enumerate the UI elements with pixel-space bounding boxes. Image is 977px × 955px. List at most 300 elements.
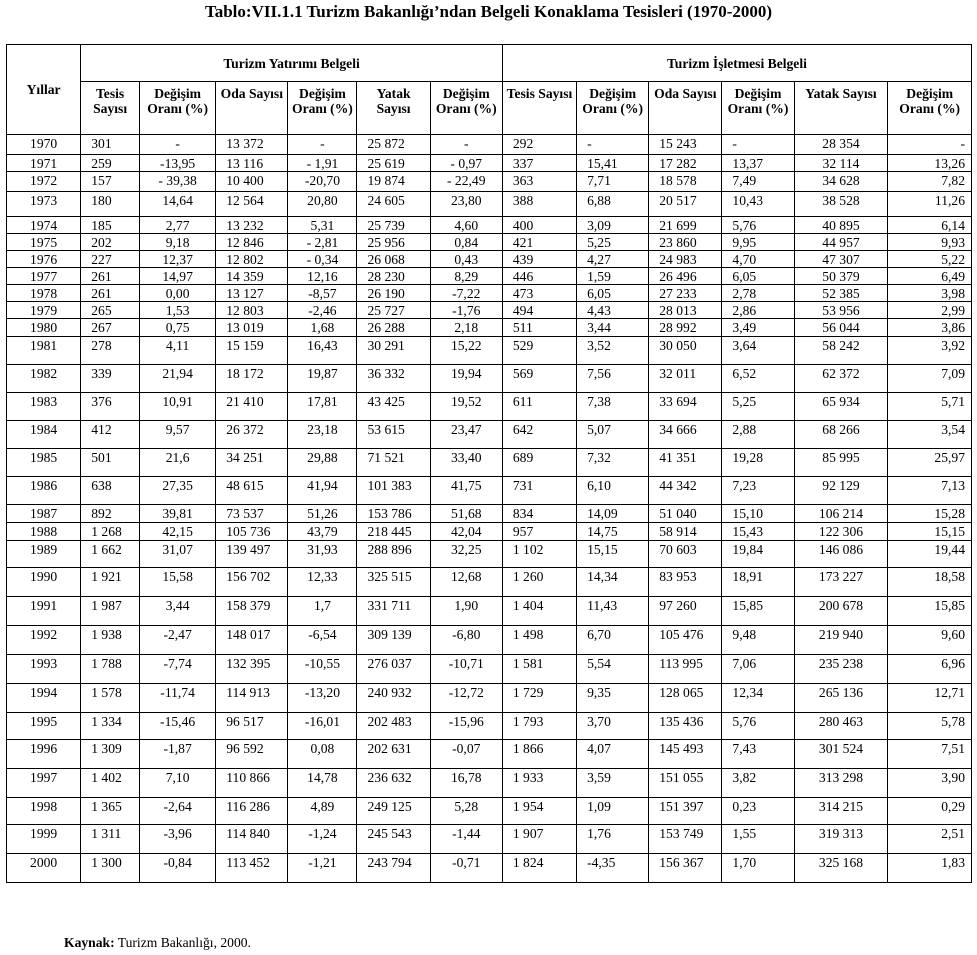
- table-cell: 18 578: [649, 172, 722, 192]
- table-cell: 58 242: [794, 337, 888, 365]
- table-cell: 12 802: [216, 251, 288, 268]
- table-cell: 26 068: [357, 251, 430, 268]
- table-cell: 12,68: [430, 568, 502, 597]
- table-cell: 12 846: [216, 234, 288, 251]
- table-cell: 5,22: [888, 251, 972, 268]
- table-cell: 27,35: [139, 477, 215, 505]
- table-row: [7, 740, 972, 769]
- table-row: [7, 825, 972, 854]
- table-cell: 34 628: [794, 172, 888, 192]
- table-cell: 24 983: [649, 251, 722, 268]
- year-cell: 1993: [7, 655, 81, 684]
- table-cell: 13,26: [888, 155, 972, 172]
- table-cell: 13,37: [722, 155, 794, 172]
- year-cell: 1995: [7, 713, 81, 740]
- table-cell: - 0,97: [430, 155, 502, 172]
- table-cell: -: [722, 135, 794, 155]
- table-cell: 25 872: [357, 135, 430, 155]
- table-row: [7, 393, 972, 421]
- table-cell: 71 521: [357, 449, 430, 477]
- table-cell: 106 214: [794, 505, 888, 523]
- table-row: [7, 319, 972, 337]
- table-cell: 16,78: [430, 769, 502, 798]
- year-cell: 1976: [7, 251, 81, 268]
- table-cell: 1 954: [502, 798, 576, 825]
- accommodation-table: [6, 44, 972, 883]
- table-cell: 9,57: [139, 421, 215, 449]
- table-cell: 1 907: [502, 825, 576, 854]
- table-cell: 19,87: [288, 365, 357, 393]
- table-cell: 14,75: [577, 523, 649, 541]
- year-cell: 1983: [7, 393, 81, 421]
- table-cell: 23,80: [430, 192, 502, 217]
- table-cell: 42,04: [430, 523, 502, 541]
- table-cell: 30 291: [357, 337, 430, 365]
- year-cell: 1981: [7, 337, 81, 365]
- table-cell: -1,21: [288, 854, 357, 883]
- table-cell: 6,14: [888, 217, 972, 234]
- table-cell: 240 932: [357, 684, 430, 713]
- year-cell: 1988: [7, 523, 81, 541]
- table-cell: 2,78: [722, 285, 794, 302]
- table-cell: 11,26: [888, 192, 972, 217]
- table-cell: 1 268: [81, 523, 140, 541]
- year-cell: 1973: [7, 192, 81, 217]
- table-cell: 105 476: [649, 626, 722, 655]
- table-cell: 1,7: [288, 597, 357, 626]
- table-cell: 313 298: [794, 769, 888, 798]
- sub-header-row: [7, 82, 972, 135]
- table-cell: 53 615: [357, 421, 430, 449]
- table-cell: -1,24: [288, 825, 357, 854]
- source-note: [64, 935, 251, 951]
- table-cell: 15,15: [888, 523, 972, 541]
- table-cell: 53 956: [794, 302, 888, 319]
- table-cell: 10 400: [216, 172, 288, 192]
- table-cell: 1 309: [81, 740, 140, 769]
- table-cell: 292: [502, 135, 576, 155]
- table-cell: 15 243: [649, 135, 722, 155]
- table-cell: 128 065: [649, 684, 722, 713]
- table-cell: 146 086: [794, 541, 888, 568]
- table-title: Tablo:VII.1.1 Turizm Bakanlığı’ndan Belgeli Konaklama Tesisleri (1970-2000): [204, 2, 773, 21]
- table-cell: 5,71: [888, 393, 972, 421]
- table-cell: 70 603: [649, 541, 722, 568]
- table-cell: 25 956: [357, 234, 430, 251]
- col-header: Değişim Oranı (%): [722, 82, 794, 135]
- table-cell: 28 992: [649, 319, 722, 337]
- table-cell: 325 515: [357, 568, 430, 597]
- table-cell: 376: [81, 393, 140, 421]
- table-cell: -3,96: [139, 825, 215, 854]
- table-cell: 957: [502, 523, 576, 541]
- table-cell: 21 410: [216, 393, 288, 421]
- table-cell: -0,84: [139, 854, 215, 883]
- table-cell: 276 037: [357, 655, 430, 684]
- table-cell: -0,71: [430, 854, 502, 883]
- table-cell: 319 313: [794, 825, 888, 854]
- year-cell: 1985: [7, 449, 81, 477]
- table-cell: 1 662: [81, 541, 140, 568]
- table-cell: 20,80: [288, 192, 357, 217]
- col-header: Yatak Sayısı: [794, 82, 888, 135]
- table-cell: 6,96: [888, 655, 972, 684]
- table-cell: 14,64: [139, 192, 215, 217]
- table-cell: 12,37: [139, 251, 215, 268]
- table-cell: 400: [502, 217, 576, 234]
- table-cell: 6,88: [577, 192, 649, 217]
- table-cell: -16,01: [288, 713, 357, 740]
- year-cell: 1989: [7, 541, 81, 568]
- table-row: [7, 135, 972, 155]
- table-cell: 173 227: [794, 568, 888, 597]
- table-cell: -1,87: [139, 740, 215, 769]
- table-row: [7, 155, 972, 172]
- table-cell: 13 116: [216, 155, 288, 172]
- table-cell: -20,70: [288, 172, 357, 192]
- table-cell: 1,90: [430, 597, 502, 626]
- table-cell: 14 359: [216, 268, 288, 285]
- table-cell: 157: [81, 172, 140, 192]
- year-cell: 1990: [7, 568, 81, 597]
- table-row: [7, 337, 972, 365]
- table-cell: 5,31: [288, 217, 357, 234]
- table-cell: -13,95: [139, 155, 215, 172]
- table-cell: 26 372: [216, 421, 288, 449]
- table-cell: 185: [81, 217, 140, 234]
- table-row: [7, 684, 972, 713]
- table-cell: 325 168: [794, 854, 888, 883]
- table-row: [7, 234, 972, 251]
- table-cell: 68 266: [794, 421, 888, 449]
- table-cell: 51,26: [288, 505, 357, 523]
- table-cell: 249 125: [357, 798, 430, 825]
- table-row: [7, 568, 972, 597]
- table-cell: 25 727: [357, 302, 430, 319]
- table-cell: 3,70: [577, 713, 649, 740]
- table-cell: 1 933: [502, 769, 576, 798]
- table-cell: 12,34: [722, 684, 794, 713]
- col-header: Oda Sayısı: [649, 82, 722, 135]
- table-cell: - 22,49: [430, 172, 502, 192]
- table-cell: 6,70: [577, 626, 649, 655]
- table-cell: 0,29: [888, 798, 972, 825]
- table-row: [7, 541, 972, 568]
- year-cell: 1991: [7, 597, 81, 626]
- table-cell: 34 666: [649, 421, 722, 449]
- table-cell: 23,18: [288, 421, 357, 449]
- table-cell: 280 463: [794, 713, 888, 740]
- table-cell: 339: [81, 365, 140, 393]
- col-header: Değişim Oranı (%): [577, 82, 649, 135]
- table-cell: 6,05: [722, 268, 794, 285]
- year-cell: 1974: [7, 217, 81, 234]
- table-cell: 148 017: [216, 626, 288, 655]
- table-cell: 43 425: [357, 393, 430, 421]
- table-cell: 18 172: [216, 365, 288, 393]
- table-cell: 1 365: [81, 798, 140, 825]
- year-cell: 1978: [7, 285, 81, 302]
- table-cell: 834: [502, 505, 576, 523]
- table-cell: 439: [502, 251, 576, 268]
- table-row: [7, 523, 972, 541]
- table-cell: 15 159: [216, 337, 288, 365]
- table-cell: -4,35: [577, 854, 649, 883]
- table-cell: 388: [502, 192, 576, 217]
- table-cell: -10,55: [288, 655, 357, 684]
- table-cell: 113 452: [216, 854, 288, 883]
- table-cell: 15,41: [577, 155, 649, 172]
- table-cell: 41,94: [288, 477, 357, 505]
- year-cell: 1980: [7, 319, 81, 337]
- table-cell: 32 011: [649, 365, 722, 393]
- col-header: Yatak Sayısı: [357, 82, 430, 135]
- table-body: [7, 135, 972, 883]
- table-cell: 97 260: [649, 597, 722, 626]
- table-cell: -: [288, 135, 357, 155]
- table-cell: 1 404: [502, 597, 576, 626]
- table-cell: -1,44: [430, 825, 502, 854]
- table-cell: 18,58: [888, 568, 972, 597]
- table-cell: 15,85: [722, 597, 794, 626]
- year-cell: 1972: [7, 172, 81, 192]
- table-cell: 7,49: [722, 172, 794, 192]
- table-row: [7, 854, 972, 883]
- table-cell: -11,74: [139, 684, 215, 713]
- table-cell: 4,27: [577, 251, 649, 268]
- table-cell: 3,52: [577, 337, 649, 365]
- table-cell: 1,09: [577, 798, 649, 825]
- col-header: Değişim Oranı (%): [139, 82, 215, 135]
- table-cell: 236 632: [357, 769, 430, 798]
- table-cell: 151 397: [649, 798, 722, 825]
- year-cell: 1992: [7, 626, 81, 655]
- table-cell: 7,56: [577, 365, 649, 393]
- table-cell: 9,18: [139, 234, 215, 251]
- table-cell: 44 957: [794, 234, 888, 251]
- table-cell: 158 379: [216, 597, 288, 626]
- table-cell: 6,05: [577, 285, 649, 302]
- table-cell: 0,43: [430, 251, 502, 268]
- table-cell: 3,59: [577, 769, 649, 798]
- table-cell: 101 383: [357, 477, 430, 505]
- table-cell: 33,40: [430, 449, 502, 477]
- table-cell: -15,96: [430, 713, 502, 740]
- table-cell: 32,25: [430, 541, 502, 568]
- table-cell: 1,53: [139, 302, 215, 319]
- table-cell: 1,59: [577, 268, 649, 285]
- table-cell: 5,76: [722, 217, 794, 234]
- table-cell: 4,89: [288, 798, 357, 825]
- table-cell: -2,47: [139, 626, 215, 655]
- table-cell: 3,92: [888, 337, 972, 365]
- table-row: [7, 365, 972, 393]
- table-cell: 731: [502, 477, 576, 505]
- table-cell: 14,09: [577, 505, 649, 523]
- table-cell: -6,54: [288, 626, 357, 655]
- table-row: [7, 449, 972, 477]
- table-cell: 301 524: [794, 740, 888, 769]
- table-cell: 218 445: [357, 523, 430, 541]
- table-cell: 2,99: [888, 302, 972, 319]
- table-cell: 73 537: [216, 505, 288, 523]
- table-cell: 114 913: [216, 684, 288, 713]
- table-cell: 33 694: [649, 393, 722, 421]
- table-cell: 28 230: [357, 268, 430, 285]
- year-cell: 1984: [7, 421, 81, 449]
- table-cell: 200 678: [794, 597, 888, 626]
- year-cell: 2000: [7, 854, 81, 883]
- table-cell: 7,06: [722, 655, 794, 684]
- table-cell: 3,09: [577, 217, 649, 234]
- table-cell: 1 729: [502, 684, 576, 713]
- year-cell: 1994: [7, 684, 81, 713]
- table-cell: 114 840: [216, 825, 288, 854]
- table-cell: -2,46: [288, 302, 357, 319]
- table-cell: 21,94: [139, 365, 215, 393]
- table-cell: -: [430, 135, 502, 155]
- col-header: Değişim Oranı (%): [430, 82, 502, 135]
- year-cell: 1971: [7, 155, 81, 172]
- table-cell: 132 395: [216, 655, 288, 684]
- table-cell: 611: [502, 393, 576, 421]
- group-header-row: [7, 45, 972, 82]
- table-cell: -15,46: [139, 713, 215, 740]
- table-cell: 51,68: [430, 505, 502, 523]
- table-cell: 5,54: [577, 655, 649, 684]
- table-cell: 58 914: [649, 523, 722, 541]
- table-cell: 202: [81, 234, 140, 251]
- col-header: Tesis Sayısı: [81, 82, 140, 135]
- table-cell: 14,34: [577, 568, 649, 597]
- table-cell: -: [888, 135, 972, 155]
- table-cell: 14,97: [139, 268, 215, 285]
- table-cell: 36 332: [357, 365, 430, 393]
- table-cell: 202 631: [357, 740, 430, 769]
- table-cell: 3,86: [888, 319, 972, 337]
- table-cell: 151 055: [649, 769, 722, 798]
- table-row: [7, 713, 972, 740]
- table-cell: - 2,81: [288, 234, 357, 251]
- table-cell: 27 233: [649, 285, 722, 302]
- table-cell: 7,32: [577, 449, 649, 477]
- table-cell: 267: [81, 319, 140, 337]
- table-cell: 24 605: [357, 192, 430, 217]
- table-cell: 3,49: [722, 319, 794, 337]
- table-cell: 9,48: [722, 626, 794, 655]
- table-cell: 10,91: [139, 393, 215, 421]
- table-cell: 25,97: [888, 449, 972, 477]
- table-cell: -0,07: [430, 740, 502, 769]
- table-cell: 1 311: [81, 825, 140, 854]
- table-cell: 314 215: [794, 798, 888, 825]
- table-cell: 41,75: [430, 477, 502, 505]
- table-cell: 1,83: [888, 854, 972, 883]
- table-cell: 42,15: [139, 523, 215, 541]
- table-cell: 19 874: [357, 172, 430, 192]
- source-text: Turizm Bakanlığı, 2000.: [114, 935, 251, 950]
- table-cell: 38 528: [794, 192, 888, 217]
- table-cell: 153 749: [649, 825, 722, 854]
- table-row: [7, 769, 972, 798]
- table-cell: 1,70: [722, 854, 794, 883]
- table-cell: 39,81: [139, 505, 215, 523]
- table-cell: 4,11: [139, 337, 215, 365]
- table-cell: 265: [81, 302, 140, 319]
- table-cell: 1 921: [81, 568, 140, 597]
- table-cell: 412: [81, 421, 140, 449]
- table-cell: 569: [502, 365, 576, 393]
- table-cell: 85 995: [794, 449, 888, 477]
- year-cell: 1970: [7, 135, 81, 155]
- table-cell: 13 372: [216, 135, 288, 155]
- table-cell: 7,43: [722, 740, 794, 769]
- table-cell: 363: [502, 172, 576, 192]
- table-cell: 65 934: [794, 393, 888, 421]
- table-cell: 96 592: [216, 740, 288, 769]
- table-row: [7, 597, 972, 626]
- table-cell: 17,81: [288, 393, 357, 421]
- table-cell: 12,33: [288, 568, 357, 597]
- table-cell: 15,43: [722, 523, 794, 541]
- table-cell: 25 739: [357, 217, 430, 234]
- table-cell: 19,44: [888, 541, 972, 568]
- table-cell: 180: [81, 192, 140, 217]
- table-cell: 32 114: [794, 155, 888, 172]
- table-cell: 501: [81, 449, 140, 477]
- table-cell: 14,78: [288, 769, 357, 798]
- table-cell: 156 367: [649, 854, 722, 883]
- table-cell: 31,07: [139, 541, 215, 568]
- table-cell: 12,71: [888, 684, 972, 713]
- table-cell: 0,75: [139, 319, 215, 337]
- table-cell: 12 803: [216, 302, 288, 319]
- table-cell: 26 190: [357, 285, 430, 302]
- table-cell: 139 497: [216, 541, 288, 568]
- table-cell: 3,44: [139, 597, 215, 626]
- table-cell: 5,76: [722, 713, 794, 740]
- year-cell: 1979: [7, 302, 81, 319]
- table-cell: 1 578: [81, 684, 140, 713]
- years-header: Yıllar: [7, 45, 81, 135]
- table-cell: 0,84: [430, 234, 502, 251]
- table-cell: 473: [502, 285, 576, 302]
- table-cell: 19,84: [722, 541, 794, 568]
- table-cell: -12,72: [430, 684, 502, 713]
- table-cell: 245 543: [357, 825, 430, 854]
- year-cell: 1999: [7, 825, 81, 854]
- table-cell: 0,23: [722, 798, 794, 825]
- table-cell: 50 379: [794, 268, 888, 285]
- table-row: [7, 251, 972, 268]
- table-cell: 2,88: [722, 421, 794, 449]
- table-cell: -8,57: [288, 285, 357, 302]
- table-cell: -10,71: [430, 655, 502, 684]
- table-cell: 1 987: [81, 597, 140, 626]
- table-cell: 7,51: [888, 740, 972, 769]
- table-cell: 12,16: [288, 268, 357, 285]
- col-header: Değişim Oranı (%): [888, 82, 972, 135]
- table-cell: 19,28: [722, 449, 794, 477]
- table-cell: 12 564: [216, 192, 288, 217]
- table-cell: 7,10: [139, 769, 215, 798]
- table-cell: 3,82: [722, 769, 794, 798]
- table-cell: - 1,91: [288, 155, 357, 172]
- table-cell: 156 702: [216, 568, 288, 597]
- table-cell: 1 788: [81, 655, 140, 684]
- table-cell: 3,54: [888, 421, 972, 449]
- table-row: [7, 172, 972, 192]
